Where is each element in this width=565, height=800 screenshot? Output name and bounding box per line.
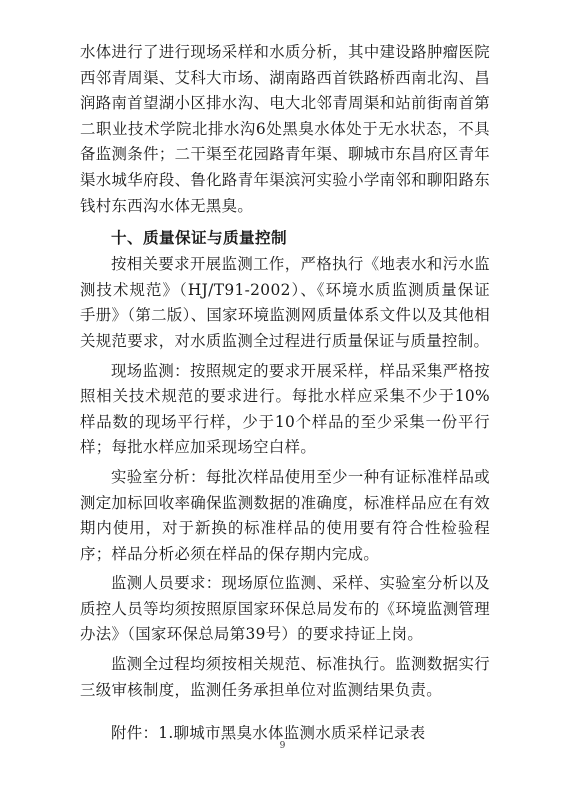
paragraph-monitoring-results: 水体进行了进行现场采样和水质分析，其中建设路肿瘤医院西邻青周渠、艾科大市场、湖南路西首铁路桥西南北沟、昌润路南首望湖小区排水沟、电大北邻青周渠和站前街南首第二职业技术学院北排水沟6处黑臭水体处于无水状态，不具备监测条件；二干渠至花园路青年渠、聊城市东昌府区青年渠水城华府段、鲁化路青年渠滨河实验小学南邻和聊阳路东钱村东西沟水体无黑臭。 <box>80 43 490 215</box>
section-title-quality-assurance: 十、质量保证与质量控制 <box>111 229 287 248</box>
paragraph-standards: 按相关要求开展监测工作，严格执行《地表水和污水监测技术规范》（HJ/T91-2002）、《环境水质监测质量保证手册》（第二版）、国家环境监测网质量体系文件以及其他相关规范要求，对水质监测全过程进行质量保证与质量控制。 <box>80 255 490 350</box>
paragraph-lab-analysis: 实验室分析：每批次样品使用至少一种有证标准样品或测定加标回收率确保监测数据的准确度，标准样品应在有效期内使用，对于新换的标准样品的使用要有符合性检验程序；样品分析必须在样品的保存期内完成。 <box>80 467 490 563</box>
paragraph-full-process: 监测全过程均须按相关规范、标准执行。监测数据实行三级审核制度，监测任务承担单位对监测结果负责。 <box>80 655 490 699</box>
paragraph-field-monitoring: 现场监测：按照规定的要求开展采样，样品采集严格按照相关技术规范的要求进行。每批水样应采集不少于10%样品数的现场平行样，少于10个样品的至少采集一份平行样；每批水样应加采现场空白样。 <box>80 361 490 457</box>
page-number: 9 <box>279 741 286 751</box>
document-body <box>80 40 490 747</box>
paragraph-personnel-requirements: 监测人员要求：现场原位监测、采样、实验室分析以及质控人员等均须按照原国家环保总局发布的《环境监测管理办法》（国家环保总局第39号）的要求持证上岗。 <box>80 574 490 644</box>
attachment-line: 附件：1.聊城市黑臭水体监测水质采样记录表 <box>111 724 426 743</box>
